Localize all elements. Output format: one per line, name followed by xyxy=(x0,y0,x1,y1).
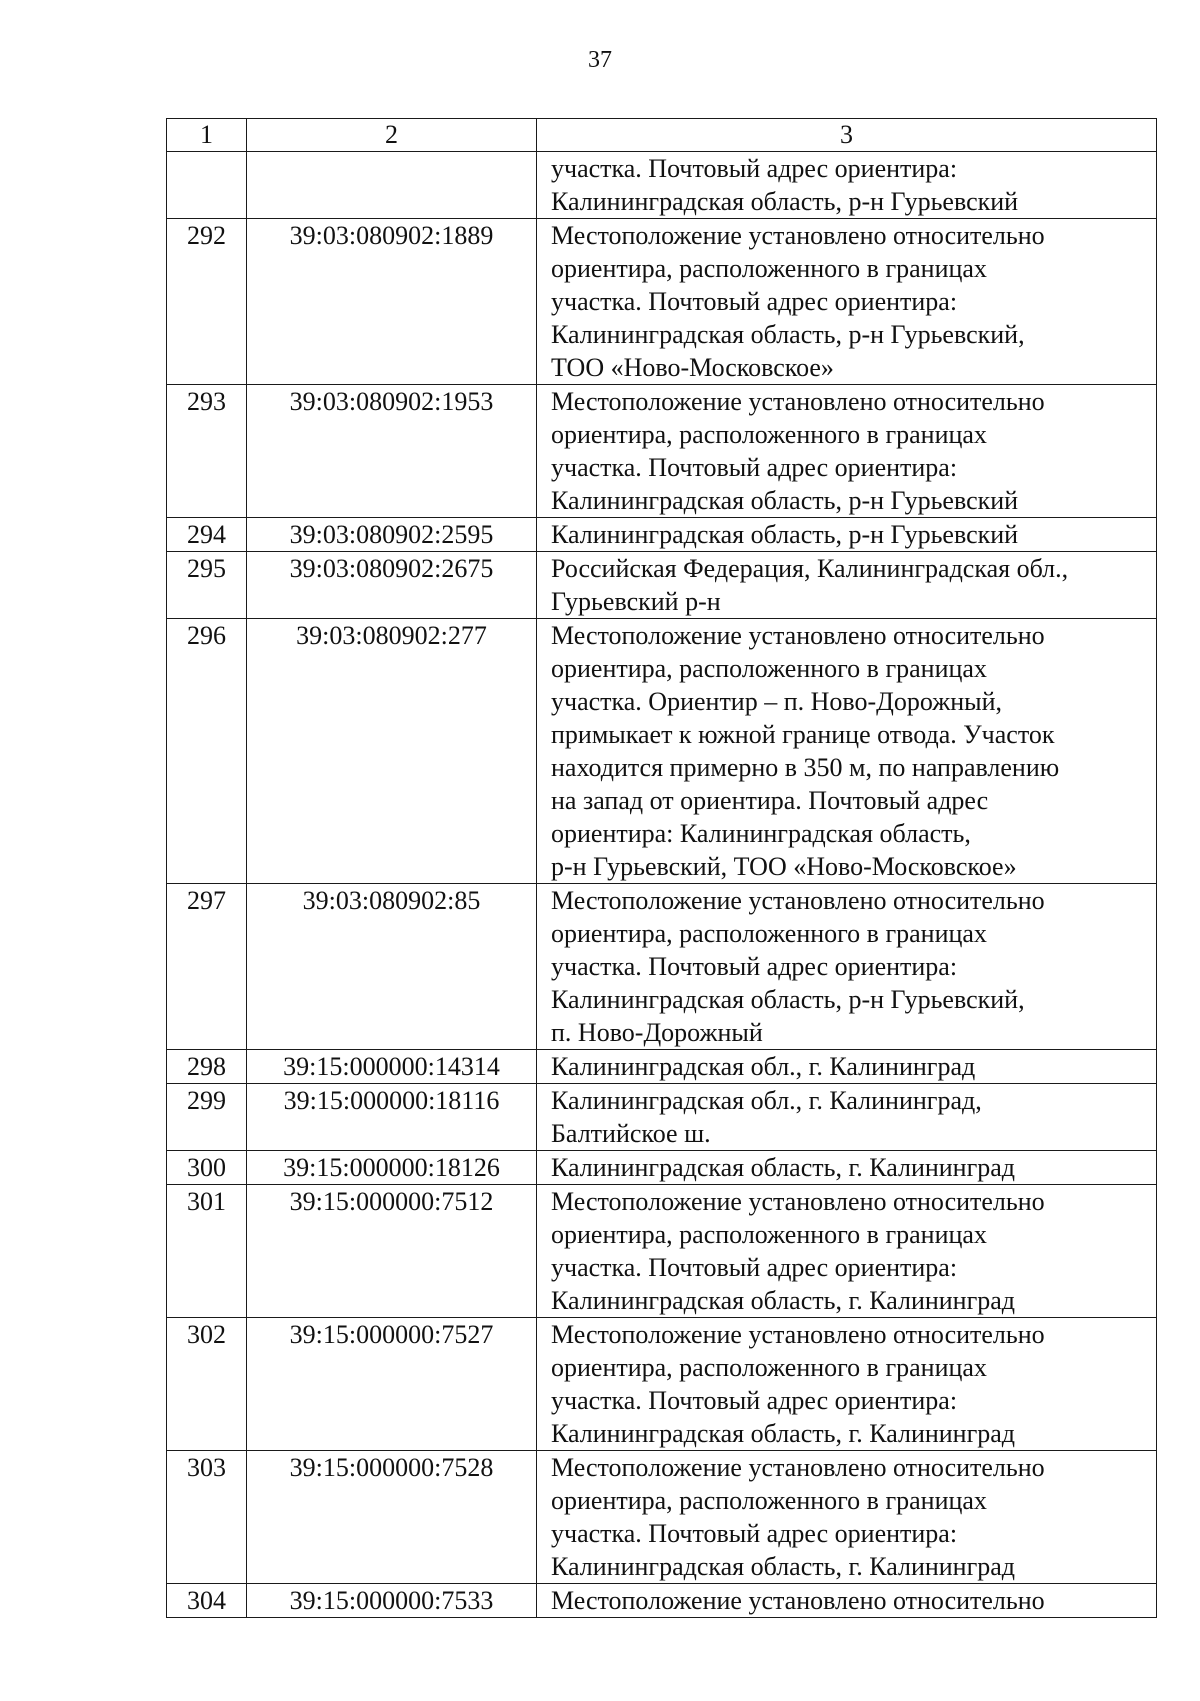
table-row xyxy=(167,1584,1157,1618)
land-plots-table xyxy=(166,118,1157,1618)
address-description: Калининградская обл., г. Калининград xyxy=(537,1050,1157,1084)
address-description: Калининградская область, р-н Гурьевский xyxy=(537,518,1157,552)
cadastral-number: 39:03:080902:1953 xyxy=(247,385,537,518)
row-number: 293 xyxy=(167,385,247,518)
table-row xyxy=(167,1084,1157,1151)
header-col-address: 3 xyxy=(537,119,1157,152)
header-row xyxy=(167,119,1157,152)
address-description: участка. Почтовый адрес ориентира: Калининградская область, р-н Гурьевский xyxy=(537,152,1157,219)
address-description: Калининградская обл., г. Калининград, Балтийское ш. xyxy=(537,1084,1157,1151)
header-col-number: 1 xyxy=(167,119,247,152)
address-description: Местоположение установлено относительно ориентира, расположенного в границах участка. Ориентир – п. Ново-Дорожный, примыкает к южной границе отвода. Участок находится примерно в 350 м, по направлению на запад от ориентира. Почтовый адрес ориентира: Калининградская область, р-н Гурьевский, ТОО «Ново-Московское» xyxy=(537,619,1157,884)
row-number: 303 xyxy=(167,1451,247,1584)
table-row xyxy=(167,619,1157,884)
row-number: 292 xyxy=(167,219,247,385)
row-number: 294 xyxy=(167,518,247,552)
cadastral-number xyxy=(247,152,537,219)
table-row xyxy=(167,385,1157,518)
row-number: 299 xyxy=(167,1084,247,1151)
table-row xyxy=(167,884,1157,1050)
cadastral-number: 39:03:080902:85 xyxy=(247,884,537,1050)
cadastral-number: 39:03:080902:1889 xyxy=(247,219,537,385)
table-row xyxy=(167,518,1157,552)
row-number: 301 xyxy=(167,1185,247,1318)
cadastral-number: 39:15:000000:14314 xyxy=(247,1050,537,1084)
table-row xyxy=(167,1050,1157,1084)
table-row xyxy=(167,1151,1157,1185)
page-number: 37 xyxy=(588,47,612,73)
cadastral-number: 39:15:000000:7512 xyxy=(247,1185,537,1318)
table-header xyxy=(167,119,1157,152)
cadastral-number: 39:03:080902:2675 xyxy=(247,552,537,619)
cadastral-number: 39:03:080902:277 xyxy=(247,619,537,884)
row-number xyxy=(167,152,247,219)
address-description: Местоположение установлено относительно ориентира, расположенного в границах участка. Почтовый адрес ориентира: Калининградская область, г. Калининград xyxy=(537,1185,1157,1318)
cadastral-number: 39:15:000000:7533 xyxy=(247,1584,537,1618)
address-description: Местоположение установлено относительно xyxy=(537,1584,1157,1618)
cadastral-number: 39:15:000000:18126 xyxy=(247,1151,537,1185)
row-number: 295 xyxy=(167,552,247,619)
cadastral-number: 39:15:000000:18116 xyxy=(247,1084,537,1151)
table-row xyxy=(167,1185,1157,1318)
cadastral-number: 39:15:000000:7527 xyxy=(247,1318,537,1451)
address-description: Местоположение установлено относительно ориентира, расположенного в границах участка. Почтовый адрес ориентира: Калининградская область, г. Калининград xyxy=(537,1451,1157,1584)
row-number: 302 xyxy=(167,1318,247,1451)
address-description: Российская Федерация, Калининградская обл., Гурьевский р-н xyxy=(537,552,1157,619)
cadastral-number: 39:15:000000:7528 xyxy=(247,1451,537,1584)
row-number: 297 xyxy=(167,884,247,1050)
address-description: Местоположение установлено относительно ориентира, расположенного в границах участка. Почтовый адрес ориентира: Калининградская область, р-н Гурьевский xyxy=(537,385,1157,518)
address-description: Местоположение установлено относительно ориентира, расположенного в границах участка. Почтовый адрес ориентира: Калининградская область, р-н Гурьевский, п. Ново-Дорожный xyxy=(537,884,1157,1050)
row-number: 304 xyxy=(167,1584,247,1618)
row-number: 298 xyxy=(167,1050,247,1084)
row-number: 300 xyxy=(167,1151,247,1185)
table-row xyxy=(167,1451,1157,1584)
address-description: Местоположение установлено относительно ориентира, расположенного в границах участка. Почтовый адрес ориентира: Калининградская область, г. Калининград xyxy=(537,1318,1157,1451)
table-row xyxy=(167,152,1157,219)
cadastral-number: 39:03:080902:2595 xyxy=(247,518,537,552)
header-col-cadastral: 2 xyxy=(247,119,537,152)
row-number: 296 xyxy=(167,619,247,884)
table-row xyxy=(167,219,1157,385)
table-row xyxy=(167,552,1157,619)
table-row xyxy=(167,1318,1157,1451)
address-description: Местоположение установлено относительно ориентира, расположенного в границах участка. Почтовый адрес ориентира: Калининградская область, р-н Гурьевский, ТОО «Ново-Московское» xyxy=(537,219,1157,385)
table-body xyxy=(167,152,1157,1618)
address-description: Калининградская область, г. Калининград xyxy=(537,1151,1157,1185)
